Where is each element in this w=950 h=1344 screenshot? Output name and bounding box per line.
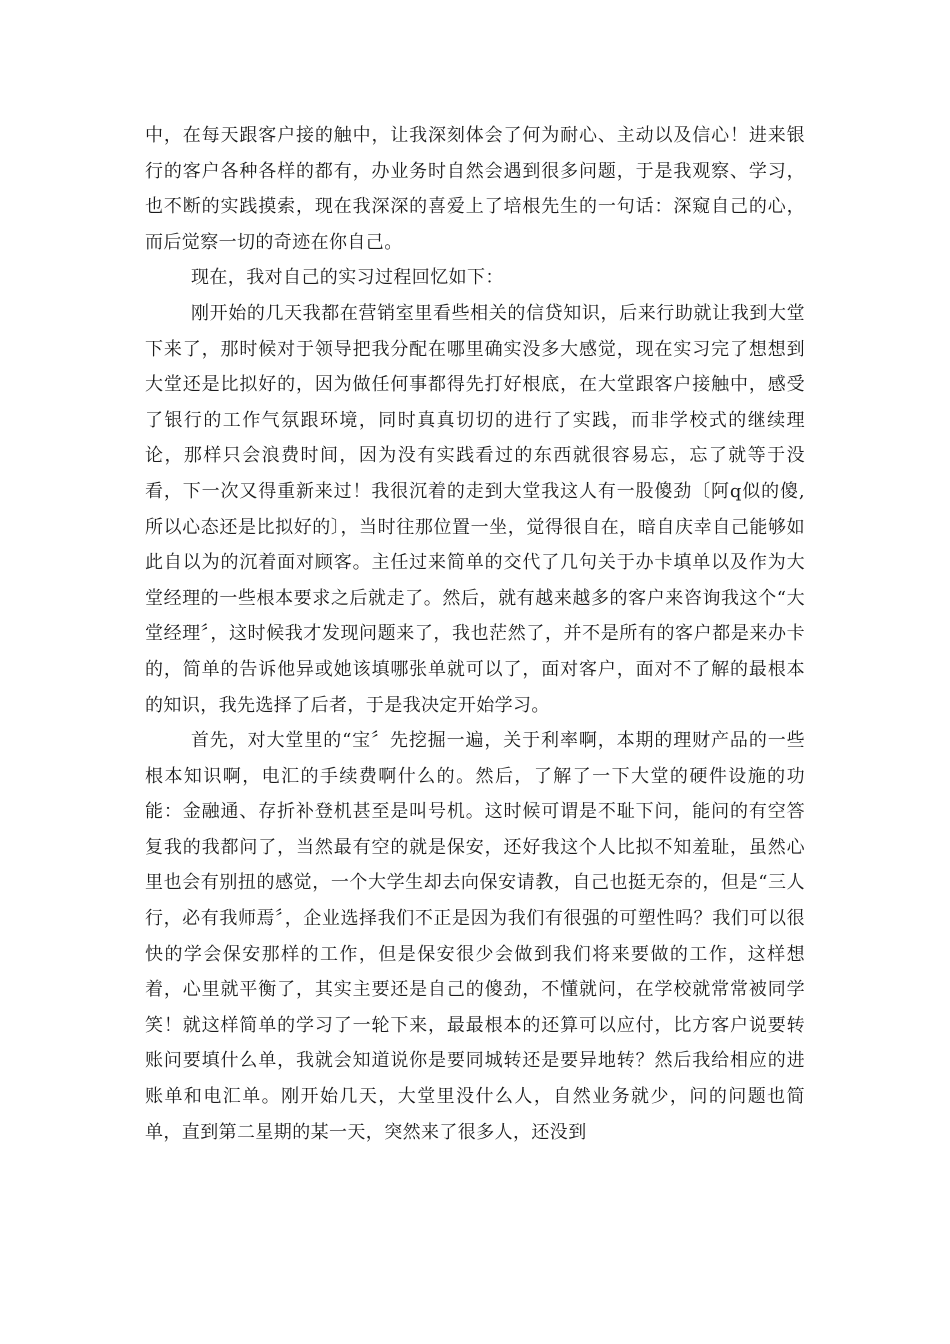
paragraph-first-days: 刚开始的几天我都在营销室里看些相关的信贷知识，后来行助就让我到大堂下来了，那时候对于领导把我分配在哪里确实没多大感觉，现在实习完了想想到大堂还是比拟好的，因为做任何事都得先打好根底，在大堂跟客户接触中，感受了银行的工作气氛跟环境，同时真真切切的进行了实践，而非学校式的继续理论，那样只会浪费时间，因为没有实践看过的东西就很容易忘，忘了就等于没看，下一次又得重新来过！我很沉着的走到大堂我这人有一股傻劲〔阿q似的傻,所以心态还是比拟好的〕，当时往那位置一坐，觉得很自在，暗自庆幸自己能够如此自以为的沉着面对顾客。主任过来简单的交代了几句关于办卡填单以及作为大堂经理的一些根本要求之后就走了。然后，就有越来越多的客户来咨询我这个“大堂经理〞，这时候我才发现问题来了，我也茫然了，并不是所有的客户都是来办卡的，简单的告诉他异或她该填哪张单就可以了，面对客户，面对不了解的最根本的知识，我先选择了后者，于是我决定开始学习。 xyxy=(145,302,805,716)
paragraph-learning: 首先，对大堂里的“宝〞先挖掘一遍，关于利率啊，本期的理财产品的一些根本知识啊，电汇的手续费啊什么的。然后，了解了一下大堂的硬件设施的功能：金融通、存折补登机甚至是叫号机。这时候可谓是不耻下问，能问的有空答复我的我都问了，当然最有空的就是保安，还好我这个人比拟不知羞耻，虽然心里也会有别扭的感觉，一个大学生却去向保安请教，自己也挺无奈的，但是“三人行，必有我师焉〞，企业选择我们不正是因为我们有很强的可塑性吗？我们可以很快的学会保安那样的工作，但是保安很少会做到我们将来要做的工作，这样想着，心里就平衡了，其实主要还是自己的傻劲，不懂就问，在学校就常常被同学笑！就这样简单的学习了一轮下来，最最根本的还算可以应付，比方客户说要转账问要填什么单，我就会知道说你是要同城转还是要异地转？然后我给相应的进账单和电汇单。刚开始几天，大堂里没什么人，自然业务就少，问的问题也简单，直到第二星期的某一天，突然来了很多人，还没到 xyxy=(145,730,805,1143)
document-body xyxy=(145,118,805,1150)
paragraph-intro-recollection: 现在，我对自己的实习过程回忆如下： xyxy=(191,267,504,289)
paragraph-continuation: 中，在每天跟客户接的触中，让我深刻体会了何为耐心、主动以及信心！进来银行的客户各种各样的都有，办业务时自然会遇到很多问题，于是我观察、学习，也不断的实践摸索，现在我深深的喜爱上了培根先生的一句话：深窥自己的心，而后觉察一切的奇迹在你自己。 xyxy=(145,125,805,253)
